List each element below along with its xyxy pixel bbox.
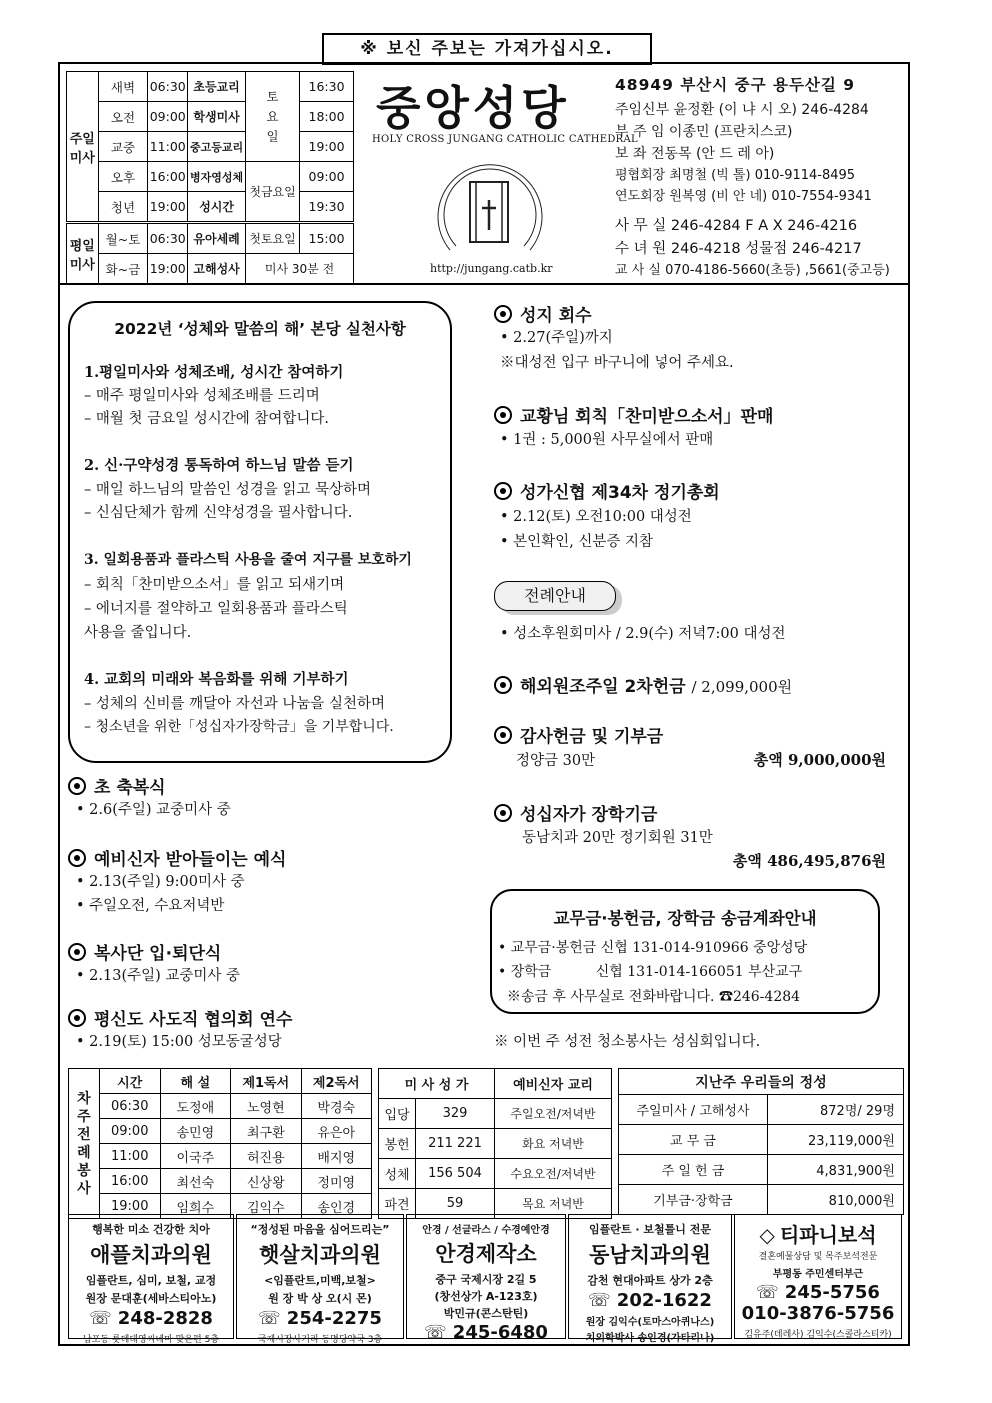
- mass-time: 19:00: [300, 132, 354, 162]
- bank-account-box: [490, 889, 880, 1014]
- cell: 성체: [379, 1159, 416, 1189]
- diamond-icon: ◇: [759, 1223, 775, 1247]
- program-label: 병자영성체: [188, 162, 246, 192]
- table-row: [619, 1185, 904, 1215]
- staff-line: 연도회장 원복영 (비 안 네) 010-7554-9341: [615, 189, 872, 204]
- ad-sunshine-dental: [236, 1214, 404, 1345]
- table-row: [619, 1095, 904, 1125]
- cathedral-seal-logo: [430, 152, 550, 262]
- cell: 11:00: [99, 1144, 160, 1169]
- ad-line: 박민규(콘스탄틴): [443, 1307, 529, 1320]
- program-label: 고해성사: [188, 254, 246, 284]
- table-header: 미 사 성 가: [379, 1069, 495, 1099]
- take-bulletin-notice: ※ 보신 주보는 가져가십시오.: [322, 33, 652, 65]
- mass-slot: 청년: [98, 192, 148, 223]
- cell: 목요 저녁반: [495, 1189, 612, 1219]
- section-title-text: 해외원조주일 2차헌금: [520, 677, 686, 697]
- saturday-label: [246, 72, 300, 162]
- ad-tiffany-jewelry: [734, 1214, 902, 1339]
- ad-phone: ☏ 245-5756: [756, 1282, 880, 1303]
- cell: 노영현: [231, 1094, 301, 1119]
- cell: 주일오전/저녁반: [495, 1099, 612, 1129]
- service-label: [69, 1069, 100, 1219]
- cell: 배지영: [301, 1144, 371, 1169]
- section-title: [494, 478, 720, 503]
- section-title-text: 초 축복식: [94, 778, 166, 798]
- ad-tagline: 임플란트 · 보철틀니 전문: [589, 1223, 711, 1236]
- cell: 59: [416, 1189, 495, 1219]
- ad-line: 부평동 주민센터부근: [772, 1269, 864, 1280]
- section-title: [494, 800, 657, 825]
- section-title: [68, 1005, 292, 1030]
- annual-practice-box: [68, 301, 452, 763]
- practice-line: 2. 신·구약성경 통독하여 하느님 말씀 듣기: [84, 457, 354, 474]
- header-divider: [58, 283, 910, 285]
- table-header: 지난주 우리들의 정성: [619, 1069, 904, 1095]
- ad-name: 애플치과의원: [90, 1243, 212, 1267]
- cell: 211 221: [416, 1129, 495, 1159]
- section-title-text: 복사단 입·퇴단식: [94, 944, 222, 964]
- program-label: 유아세례: [188, 223, 246, 254]
- cell: 기부금·장학금: [619, 1185, 768, 1215]
- practice-line: 1.평일미사와 성체조배, 성시간 참여하기: [84, 364, 344, 381]
- staff-line: 주임신부 윤정환 (이 냐 시 오) 246-4284: [615, 102, 869, 118]
- section-title-text: 성지 회수: [520, 306, 592, 326]
- saturday-text: 토 요 일: [266, 88, 279, 144]
- cell: 정미영: [301, 1169, 371, 1194]
- mission-amount: / 2,099,000원: [691, 678, 793, 696]
- practice-line: – 청소년을 위한「성십자가장학금」을 기부합니다.: [84, 719, 394, 735]
- account-line: • 장학금 신협 131-014-166051 부산교구: [498, 964, 803, 980]
- cell: 송민영: [160, 1119, 230, 1144]
- mass-time: 16:00: [148, 162, 188, 192]
- ad-line: 치의학박사 송인경(가타리나): [585, 1333, 715, 1344]
- section-title: [494, 722, 663, 747]
- table-row: [619, 1155, 904, 1185]
- cell: 최선숙: [160, 1169, 230, 1194]
- ad-name: 티파니보석: [779, 1223, 877, 1247]
- cell: 16:00: [99, 1169, 160, 1194]
- mass-slot: 오후: [98, 162, 148, 192]
- cell: 김익수: [231, 1194, 301, 1219]
- program-label: 중고등교리: [188, 132, 246, 162]
- bullet-icon: [494, 676, 512, 694]
- bullet-icon: [68, 943, 86, 961]
- practice-line: – 매일 하느님의 말씀인 성경을 읽고 묵상하며: [84, 482, 372, 498]
- ad-apple-dental: [68, 1214, 234, 1345]
- scholar-total: 총액 486,495,876원: [732, 852, 886, 870]
- table-row: [619, 1125, 904, 1155]
- mass-time: 15:00: [300, 223, 354, 254]
- staff-line: 평협회장 최명철 (빅 톨) 010-9114-8495: [615, 168, 856, 183]
- section-title-text: 성가신협 제34차 정기총회: [520, 483, 720, 503]
- mass-time: 19:00: [148, 192, 188, 223]
- practice-title: 2022년 ‘성체와 말씀의 해’ 본당 실천사항: [114, 320, 406, 338]
- cell: 주일미사 / 고해성사: [619, 1095, 768, 1125]
- section-title: [494, 402, 773, 427]
- section-item: • 본인확인, 신분증 지참: [500, 534, 654, 550]
- cell: 23,119,000원: [768, 1125, 904, 1155]
- program-label: 초등교리: [188, 72, 246, 102]
- cell: 송인경: [301, 1194, 371, 1219]
- cell: 주 일 헌 금: [619, 1155, 768, 1185]
- cell: 수요오전/저녁반: [495, 1159, 612, 1189]
- cell: 파견: [379, 1189, 416, 1219]
- account-line: ※송금 후 사무실로 전화바랍니다. ☎246-4284: [498, 989, 801, 1005]
- mass-time: 09:00: [148, 102, 188, 132]
- ad-tagline: “정성된 마음을 심어드리는”: [250, 1223, 390, 1236]
- contact-line: 교 사 실 070-4186-5660(초등) ,5661(중고등): [615, 263, 890, 278]
- first-saturday-label: 첫토요일: [246, 223, 300, 254]
- ad-phone: ☏ 245-6480: [424, 1322, 548, 1343]
- cell: 872명/ 29명: [768, 1095, 904, 1125]
- section-title: [68, 773, 166, 798]
- cell: 최구환: [231, 1119, 301, 1144]
- account-title: 교무금·봉헌금, 장학금 송금계좌안내: [553, 909, 817, 928]
- ad-eyewear: [406, 1214, 566, 1343]
- next-week-service-table: [68, 1068, 372, 1219]
- table-row: [69, 1144, 372, 1169]
- cell: 06:30: [99, 1094, 160, 1119]
- staff-line: 부 주 임 이종민 (프란치스코): [615, 124, 793, 140]
- section-title: [494, 301, 592, 326]
- cell: 화요 저녁반: [495, 1129, 612, 1159]
- ad-line: 남포동 롯데대영씨네마 맞은편 5층: [82, 1335, 220, 1345]
- table-row: [379, 1129, 612, 1159]
- mass-time: 16:30: [300, 72, 354, 102]
- liturgy-tab: 전례안내: [494, 581, 616, 611]
- ad-line: 원 장 박 상 오(시 몬): [268, 1292, 372, 1305]
- mass-slot: 새벽: [98, 72, 148, 102]
- practice-line: 사용을 줄입니다.: [84, 625, 192, 641]
- section-item: • 2.12(토) 오전10:00 대성전: [500, 509, 692, 525]
- bullet-icon: [68, 1009, 86, 1027]
- table-header: 시간: [99, 1069, 160, 1094]
- section-title: [68, 939, 221, 964]
- section-item: 동남치과 20만 정기회원 31만: [522, 830, 713, 846]
- table-row: [69, 1094, 372, 1119]
- section-item: • 2.13(주일) 교중미사 중: [76, 968, 241, 984]
- practice-line: – 에너지를 절약하고 일회용품과 플라스틱: [84, 601, 348, 617]
- mass-time: 18:00: [300, 102, 354, 132]
- weekday-mass-label: 평일 미사: [67, 223, 99, 284]
- ad-line: 원장 문대훈(세바스티아노): [85, 1292, 217, 1305]
- ad-line: 임플란트, 심미, 보철, 교정: [85, 1274, 217, 1287]
- table-header: 제2독서: [301, 1069, 371, 1094]
- table-row: [69, 1169, 372, 1194]
- section-title-text: 교황님 회칙「찬미받으소서」판매: [520, 407, 774, 427]
- section-item: ※대성전 입구 바구니에 넣어 주세요.: [500, 355, 734, 371]
- ad-line: 감천 현대아파트 상가 2층: [587, 1274, 713, 1287]
- confession-time: 미사 30분 전: [246, 254, 354, 284]
- cell: 156 504: [416, 1159, 495, 1189]
- ad-name: 햇살치과의원: [259, 1243, 381, 1267]
- mass-slot: 오전: [98, 102, 148, 132]
- cell: 입당: [379, 1099, 416, 1129]
- table-header: 해 설: [160, 1069, 230, 1094]
- program-label: 학생미사: [188, 102, 246, 132]
- mass-time: 19:00: [148, 254, 188, 284]
- cell: 810,000원: [768, 1185, 904, 1215]
- ad-tagline: 행복한 미소 건강한 치아: [92, 1223, 210, 1236]
- mass-slot: 화~금: [98, 254, 148, 284]
- contact-line: 사 무 실 246-4284 F A X 246-4216: [615, 218, 858, 234]
- cell: 봉헌: [379, 1129, 416, 1159]
- bullet-icon: [494, 406, 512, 424]
- practice-line: – 회칙「찬미받으소서」를 읽고 되새기며: [84, 577, 345, 593]
- mass-time: 09:00: [300, 162, 354, 192]
- practice-line: – 신심단체가 함께 신약성경을 필사합니다.: [84, 505, 353, 521]
- ad-line: (창선상가 A-123호): [434, 1290, 538, 1303]
- cell: 도정애: [160, 1094, 230, 1119]
- cell: 임희수: [160, 1194, 230, 1219]
- mass-time: 06:30: [148, 223, 188, 254]
- ad-header: [735, 1219, 901, 1248]
- bullet-icon: [494, 726, 512, 744]
- table-header: 예비신자 교리: [495, 1069, 612, 1099]
- table-row: [379, 1099, 612, 1129]
- ad-phone-mobile: 010-3876-5756: [741, 1303, 895, 1324]
- sunday-mass-label: 주일 미사: [67, 72, 99, 223]
- website-url[interactable]: http://jungang.catb.kr: [430, 262, 553, 275]
- contact-line: 수 녀 원 246-4218 성물점 246-4217: [615, 241, 862, 257]
- section-item: • 성소후원회미사 / 2.9(수) 저녁7:00 대성전: [500, 626, 786, 642]
- ad-line: 국제시장사거리 동명당약국 3층: [257, 1335, 383, 1345]
- section-item: • 2.13(주일) 9:00미사 중: [76, 874, 245, 890]
- cell: 유은아: [301, 1119, 371, 1144]
- thanks-total: 총액 9,000,000원: [753, 751, 886, 769]
- cell: 09:00: [99, 1119, 160, 1144]
- cleaning-notice: ※ 이번 주 성전 청소봉사는 성심회입니다.: [494, 1034, 761, 1050]
- bullet-icon: [494, 804, 512, 822]
- mass-time: 19:30: [300, 192, 354, 223]
- mass-slot: 월~토: [98, 223, 148, 254]
- first-friday-label: 첫금요일: [246, 162, 300, 223]
- bullet-icon: [494, 482, 512, 500]
- table-row: [69, 1119, 372, 1144]
- section-title-text: 예비신자 받아들이는 예식: [94, 850, 287, 870]
- section-title: [68, 845, 286, 870]
- practice-line: – 성체의 신비를 깨달아 자선과 나눔을 실천하며: [84, 696, 386, 712]
- church-address: 48949 부산시 중구 용두산길 9: [615, 76, 856, 94]
- cell: 19:00: [99, 1194, 160, 1219]
- section-title: [494, 672, 792, 697]
- bullet-icon: [68, 849, 86, 867]
- offering-table: [618, 1068, 904, 1215]
- cell: 신상왕: [231, 1169, 301, 1194]
- cell: 4,831,900원: [768, 1155, 904, 1185]
- bullet-icon: [494, 305, 512, 323]
- staff-line: 보 좌 전동목 (안 드 레 아): [615, 146, 775, 162]
- section-item: • 2.6(주일) 교중미사 중: [76, 802, 231, 818]
- section-item: • 2.27(주일)까지: [500, 330, 613, 346]
- mass-schedule-table: [66, 71, 354, 284]
- practice-line: – 매월 첫 금요일 성시간에 참여합니다.: [84, 411, 330, 427]
- table-header: 제1독서: [231, 1069, 301, 1094]
- mass-time: 11:00: [148, 132, 188, 162]
- mass-slot: 교중: [98, 132, 148, 162]
- service-label-text: 차 주 전 례 봉 사: [77, 1090, 91, 1197]
- practice-line: 4. 교회의 미래와 복음화를 위해 기부하기: [84, 671, 349, 688]
- account-line: • 교무금·봉헌금 신협 131-014-910966 중앙성당: [498, 940, 808, 956]
- ad-name: 안경제작소: [435, 1242, 537, 1266]
- section-item: • 주일오전, 수요저녁반: [76, 898, 225, 914]
- section-title-text: 성십자가 장학기금: [520, 805, 658, 825]
- ad-phone: ☏ 248-2828: [89, 1308, 213, 1329]
- ad-line: 김유주(데레사) 김익수(스콜라스티카): [744, 1330, 892, 1340]
- church-name: 중앙성당: [376, 81, 570, 135]
- cell: 박경숙: [301, 1094, 371, 1119]
- practice-line: 3. 일회용품과 플라스틱 사용을 줄여 지구를 보호하기: [84, 552, 412, 568]
- ad-dongnam-dental: [568, 1214, 732, 1344]
- table-row: [379, 1159, 612, 1189]
- cell: 329: [416, 1099, 495, 1129]
- section-item: • 1권 : 5,000원 사무실에서 판매: [500, 432, 714, 448]
- cell: 허진용: [231, 1144, 301, 1169]
- church-name-en: HOLY CROSS JUNGANG CATHOLIC CATHEDRAL: [372, 134, 638, 145]
- ad-line: 원장 김익수(토마스아퀴나스): [585, 1317, 715, 1328]
- bullet-icon: [68, 777, 86, 795]
- ad-name: 동남치과의원: [589, 1243, 711, 1267]
- program-label: 성시간: [188, 192, 246, 223]
- section-item: 정양금 30만: [516, 753, 596, 769]
- section-title-text: 평신도 사도직 협의회 연수: [94, 1010, 293, 1030]
- section-item: • 2.19(토) 15:00 성모동굴성당: [76, 1034, 282, 1050]
- ad-line: 결혼예물상담 및 목주보석전문: [758, 1252, 878, 1262]
- cell: 교 무 금: [619, 1125, 768, 1155]
- section-title-text: 감사헌금 및 기부금: [520, 727, 664, 747]
- cell: 이국주: [160, 1144, 230, 1169]
- practice-line: – 매주 평일미사와 성체조배를 드리며: [84, 388, 320, 404]
- ad-phone: ☏ 254-2275: [258, 1308, 382, 1329]
- mass-time: 06:30: [148, 72, 188, 102]
- hymn-catechism-table: [378, 1068, 612, 1219]
- ad-line: 중구 국제시장 2길 5: [435, 1273, 537, 1286]
- ad-phone: ☏ 202-1622: [588, 1290, 712, 1311]
- ad-line: <임플란트,미백,보철>: [264, 1274, 376, 1287]
- ad-tagline: 안경 / 선글라스 / 수경예안경: [422, 1225, 550, 1236]
